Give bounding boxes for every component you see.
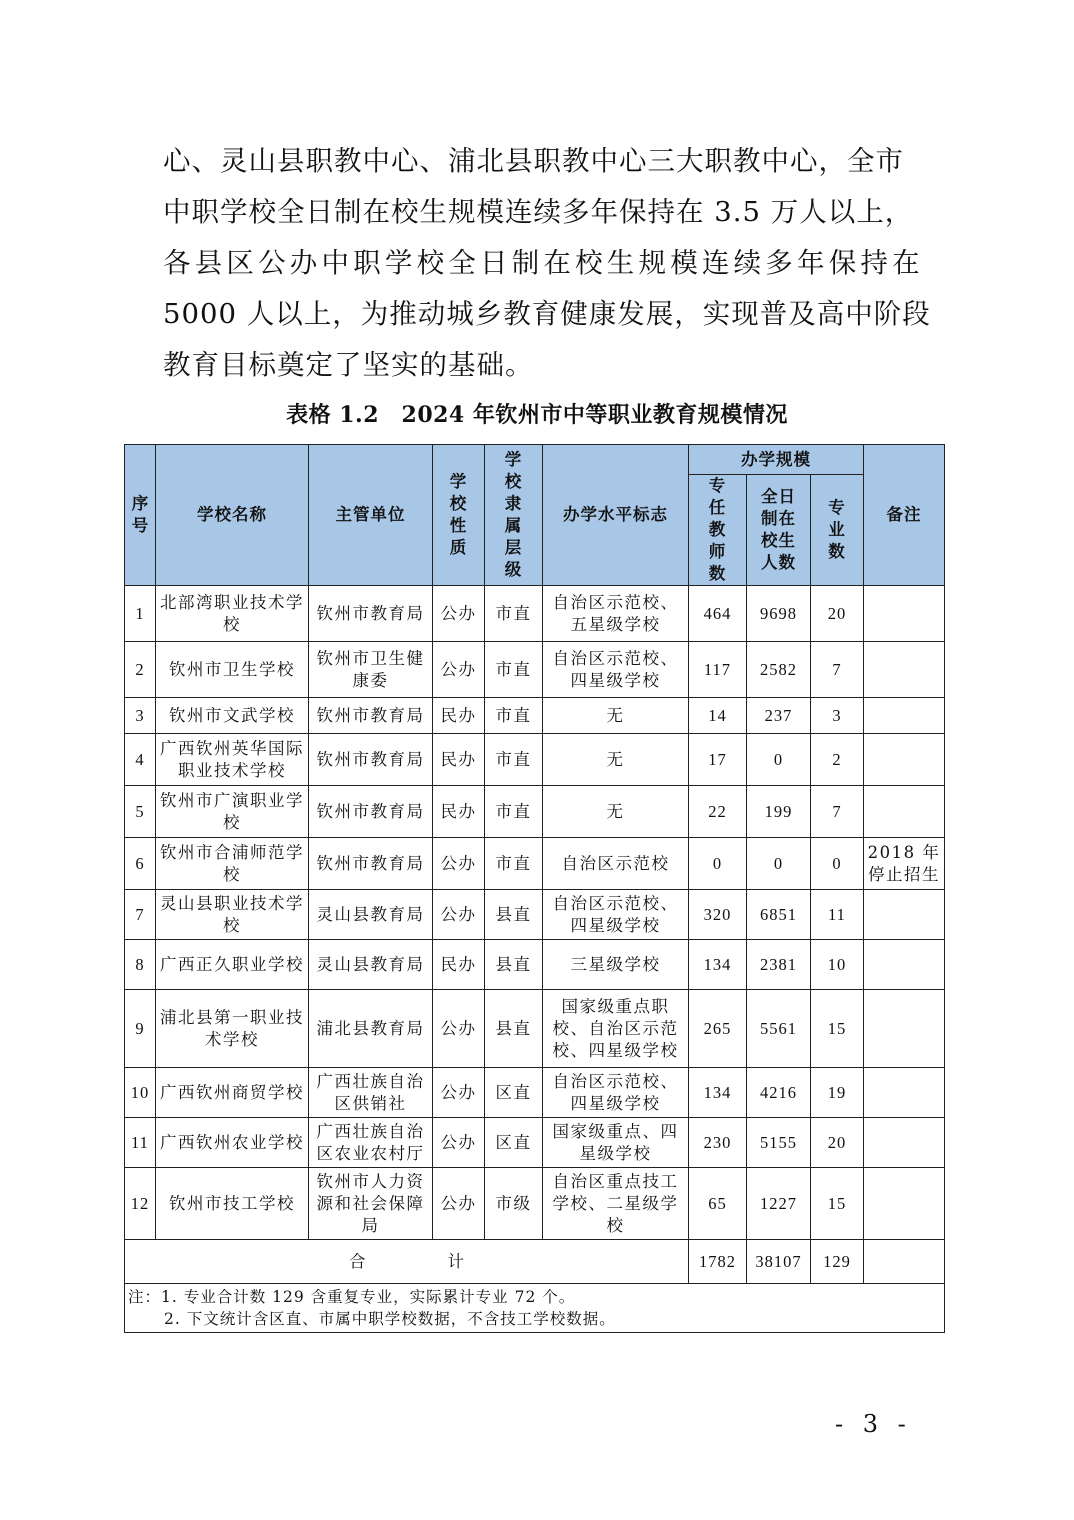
cell-teachers: 230: [689, 1118, 747, 1168]
table-row: [125, 890, 945, 940]
total-label-a: 合: [349, 1251, 366, 1271]
notes-row: [125, 1284, 945, 1333]
cell-standard: 无: [543, 786, 689, 838]
cell-authority: 灵山县教育局: [309, 890, 433, 940]
cell-standard: 自治区示范校、四星级学校: [543, 890, 689, 940]
cell-standard: 自治区示范校、四星级学校: [543, 642, 689, 698]
cell-majors: 7: [811, 642, 864, 698]
table-row: [125, 698, 945, 734]
cell-school-name: 北部湾职业技术学校: [156, 586, 309, 642]
cell-authority: 广西壮族自治区供销社: [309, 1068, 433, 1118]
cell-remark: [864, 990, 945, 1068]
cell-level: 市直: [485, 586, 543, 642]
total-label-b: 计: [447, 1251, 464, 1271]
cell-authority: 灵山县教育局: [309, 940, 433, 990]
cell-teachers: 14: [689, 698, 747, 734]
header-majors: [811, 475, 864, 586]
cell-school-name: 灵山县职业技术学校: [156, 890, 309, 940]
paragraph-line: 5000 人以上，为推动城乡教育健康发展，实现普及高中阶段: [163, 298, 931, 330]
header-standard: 办学水平标志: [543, 445, 689, 586]
cell-nature: 民办: [433, 786, 485, 838]
cell-school-name: 广西正久职业学校: [156, 940, 309, 990]
cell-majors: 2: [811, 734, 864, 786]
cell-school-name: 浦北县第一职业技术学校: [156, 990, 309, 1068]
paragraph-line: 中职学校全日制在校生规模连续多年保持在 3.5 万人以上，: [163, 196, 914, 228]
table-row: [125, 990, 945, 1068]
cell-level: 市直: [485, 838, 543, 890]
cell-seq: 6: [125, 838, 156, 890]
total-teachers: 1782: [689, 1240, 747, 1284]
cell-majors: 10: [811, 940, 864, 990]
cell-teachers: 134: [689, 940, 747, 990]
cell-remark: [864, 1118, 945, 1168]
cell-teachers: 265: [689, 990, 747, 1068]
cell-school-name: 钦州市合浦师范学校: [156, 838, 309, 890]
cell-standard: 国家级重点职校、自治区示范校、四星级学校: [543, 990, 689, 1068]
header-level-label: 学校隶属层级: [504, 450, 523, 579]
cell-standard: 自治区重点技工学校、二星级学校: [543, 1168, 689, 1240]
cell-seq: 11: [125, 1118, 156, 1168]
cell-seq: 9: [125, 990, 156, 1068]
table-row: [125, 1118, 945, 1168]
cell-school-name: 钦州市文武学校: [156, 698, 309, 734]
cell-level: 市直: [485, 642, 543, 698]
cell-nature: 公办: [433, 1168, 485, 1240]
header-teachers: [689, 475, 747, 586]
cell-authority: 浦北县教育局: [309, 990, 433, 1068]
cell-teachers: 17: [689, 734, 747, 786]
cell-nature: 民办: [433, 734, 485, 786]
cell-level: 市直: [485, 734, 543, 786]
header-authority: 主管单位: [309, 445, 433, 586]
cell-majors: 3: [811, 698, 864, 734]
cell-students: 1227: [747, 1168, 811, 1240]
header-nature-label: 学校性质: [449, 472, 468, 557]
cell-level: 市级: [485, 1168, 543, 1240]
cell-standard: 无: [543, 734, 689, 786]
cell-students: 5561: [747, 990, 811, 1068]
cell-nature: 公办: [433, 990, 485, 1068]
cell-standard: 三星级学校: [543, 940, 689, 990]
header-level: [485, 445, 543, 586]
cell-remark: [864, 940, 945, 990]
table-row: [125, 786, 945, 838]
cell-teachers: 464: [689, 586, 747, 642]
cell-authority: 钦州市教育局: [309, 586, 433, 642]
header-teachers-label: 专任教师数: [708, 476, 727, 583]
header-majors-label: 专业数: [828, 498, 846, 561]
cell-school-name: 广西钦州商贸学校: [156, 1068, 309, 1118]
table-row: [125, 940, 945, 990]
cell-teachers: 117: [689, 642, 747, 698]
cell-seq: 12: [125, 1168, 156, 1240]
cell-level: 县直: [485, 890, 543, 940]
cell-teachers: 320: [689, 890, 747, 940]
cell-level: 市直: [485, 698, 543, 734]
cell-standard: 自治区示范校、四星级学校: [543, 1068, 689, 1118]
total-students: 38107: [747, 1240, 811, 1284]
cell-authority: 钦州市教育局: [309, 838, 433, 890]
cell-level: 区直: [485, 1068, 543, 1118]
cell-school-name: 钦州市技工学校: [156, 1168, 309, 1240]
cell-nature: 民办: [433, 940, 485, 990]
cell-teachers: 65: [689, 1168, 747, 1240]
cell-seq: 7: [125, 890, 156, 940]
cell-students: 6851: [747, 890, 811, 940]
cell-remark: [864, 890, 945, 940]
cell-remark: [864, 1068, 945, 1118]
cell-majors: 0: [811, 838, 864, 890]
total-row: [125, 1240, 945, 1284]
table-body: [125, 586, 945, 1240]
note-1: 注：1. 专业合计数 129 含重复专业，实际累计专业 72 个。: [128, 1288, 576, 1306]
total-majors: 129: [811, 1240, 864, 1284]
table-row: [125, 586, 945, 642]
cell-level: 县直: [485, 990, 543, 1068]
cell-school-name: 钦州市广演职业学校: [156, 786, 309, 838]
header-seq: [125, 445, 156, 586]
total-remark: [864, 1240, 945, 1284]
header-remark: 备注: [864, 445, 945, 586]
cell-students: 4216: [747, 1068, 811, 1118]
cell-remark: [864, 786, 945, 838]
cell-seq: 8: [125, 940, 156, 990]
cell-majors: 20: [811, 1118, 864, 1168]
header-seq-label: 序号: [131, 494, 150, 535]
cell-school-name: 钦州市卫生学校: [156, 642, 309, 698]
table-row: [125, 1168, 945, 1240]
table-notes: [125, 1284, 945, 1333]
cell-authority: 钦州市教育局: [309, 698, 433, 734]
paragraph-line: 心、灵山县职教中心、浦北县职教中心三大职教中心，全市: [163, 145, 904, 177]
cell-standard: 国家级重点、四星级学校: [543, 1118, 689, 1168]
cell-nature: 民办: [433, 698, 485, 734]
header-students-label: 全日制在校生人数: [761, 487, 796, 572]
cell-seq: 1: [125, 586, 156, 642]
cell-level: 县直: [485, 940, 543, 990]
table-row: [125, 1068, 945, 1118]
cell-majors: 15: [811, 990, 864, 1068]
cell-students: 9698: [747, 586, 811, 642]
header-school-name: 学校名称: [156, 445, 309, 586]
table-caption: 表格 1.2 2024 年钦州市中等职业教育规模情况: [286, 402, 788, 428]
body-paragraph: [163, 136, 931, 391]
paragraph-line: 各县区公办中职学校全日制在校生规模连续多年保持在: [163, 247, 924, 279]
cell-school-name: 广西钦州农业学校: [156, 1118, 309, 1168]
cell-seq: 4: [125, 734, 156, 786]
cell-majors: 7: [811, 786, 864, 838]
total-label: [125, 1240, 689, 1284]
table-row: [125, 838, 945, 890]
page-number: - 3 -: [835, 1410, 912, 1438]
cell-authority: 钦州市教育局: [309, 786, 433, 838]
cell-students: 2582: [747, 642, 811, 698]
cell-students: 2381: [747, 940, 811, 990]
cell-nature: 公办: [433, 1068, 485, 1118]
cell-remark: [864, 1168, 945, 1240]
cell-students: 237: [747, 698, 811, 734]
cell-seq: 5: [125, 786, 156, 838]
cell-nature: 公办: [433, 642, 485, 698]
cell-students: 199: [747, 786, 811, 838]
cell-students: 0: [747, 734, 811, 786]
cell-students: 5155: [747, 1118, 811, 1168]
cell-nature: 公办: [433, 890, 485, 940]
cell-school-name: 广西钦州英华国际职业技术学校: [156, 734, 309, 786]
cell-majors: 20: [811, 586, 864, 642]
cell-majors: 19: [811, 1068, 864, 1118]
cell-level: 市直: [485, 786, 543, 838]
cell-nature: 公办: [433, 1118, 485, 1168]
cell-remark: [864, 734, 945, 786]
cell-remark: [864, 586, 945, 642]
header-scale-group: 办学规模: [689, 445, 864, 475]
header-students: [747, 475, 811, 586]
cell-remark: [864, 698, 945, 734]
school-scale-table: [124, 444, 945, 1333]
cell-seq: 3: [125, 698, 156, 734]
cell-remark: 2018 年停止招生: [864, 838, 945, 890]
cell-remark: [864, 642, 945, 698]
paragraph-line: 教育目标奠定了坚实的基础。: [163, 349, 534, 381]
header-nature: [433, 445, 485, 586]
cell-seq: 2: [125, 642, 156, 698]
table-row: [125, 642, 945, 698]
cell-teachers: 0: [689, 838, 747, 890]
table-row: [125, 734, 945, 786]
cell-seq: 10: [125, 1068, 156, 1118]
cell-authority: 钦州市人力资源和社会保障局: [309, 1168, 433, 1240]
cell-standard: 自治区示范校、五星级学校: [543, 586, 689, 642]
cell-students: 0: [747, 838, 811, 890]
cell-majors: 15: [811, 1168, 864, 1240]
cell-standard: 自治区示范校: [543, 838, 689, 890]
cell-standard: 无: [543, 698, 689, 734]
cell-authority: 广西壮族自治区农业农村厅: [309, 1118, 433, 1168]
note-2: 2. 下文统计含区直、市属中职学校数据，不含技工学校数据。: [164, 1310, 616, 1328]
cell-level: 区直: [485, 1118, 543, 1168]
cell-nature: 公办: [433, 838, 485, 890]
cell-nature: 公办: [433, 586, 485, 642]
cell-teachers: 22: [689, 786, 747, 838]
cell-authority: 钦州市卫生健康委: [309, 642, 433, 698]
cell-majors: 11: [811, 890, 864, 940]
cell-authority: 钦州市教育局: [309, 734, 433, 786]
cell-teachers: 134: [689, 1068, 747, 1118]
